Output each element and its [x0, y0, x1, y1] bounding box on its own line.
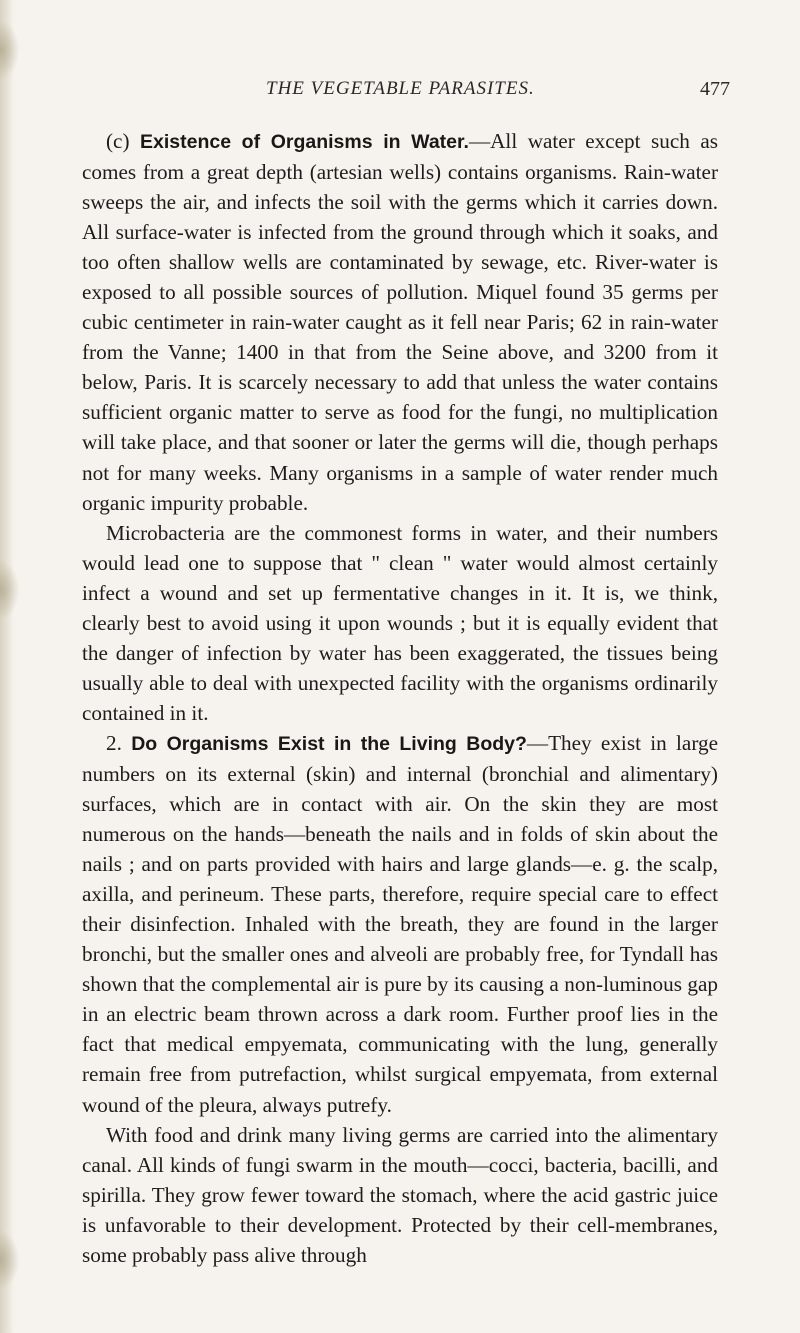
binding-stain [0, 20, 20, 80]
paragraph-food-and-drink [82, 1120, 718, 1270]
page-header [0, 78, 800, 108]
paragraph-lead: (c) [106, 129, 141, 153]
body-text [82, 126, 718, 1270]
binding-stain [0, 560, 20, 620]
paragraph-text: —They exist in large numbers on its external (skin) and internal (bronchial and alimentary) surfaces, which are in contact with air. On the skin they are most numerous on the hands—beneath the nails and in folds of skin about the nails ; and on parts provided with hairs and large glands—e. g. the scalp, axilla, and perineum. These parts, therefore, require special care to effect their disinfection. Inhaled with the breath, they are found in the larger bronchi, but the smaller ones and alveoli are probably free, for Tyndall has shown that the complemental air is pure by its causing a non-luminous gap in an electric beam thrown across a dark room. Further proof lies in the fact that medical empyemata, communicating with the lung, generally remain free from putrefaction, whilst surgical empyemata, from external wound of the pleura, always putrefy. [82, 730, 719, 1117]
paragraph-water-organisms [82, 126, 718, 518]
section-heading: Do Organisms Exist in the Living Body? [131, 732, 527, 755]
running-title: THE VEGETABLE PARASITES. [266, 78, 535, 99]
binding-stain [0, 1230, 20, 1290]
page-binding-shadow [0, 0, 14, 1333]
page-number: 477 [700, 78, 730, 100]
paragraph-text: Microbacteria are the commonest forms in water, and their numbers would lead one to suppose that " clean " water would almost certainly infect a wound and set up fermentative changes in it. It is, we think, clearly best to avoid using it upon wounds ; but it is equally evident that the danger of infection by water has been exaggerated, the tissues being usually able to deal with unexpected facility with the organisms ordinarily contained in it. [82, 520, 718, 725]
paragraph-living-body [82, 728, 718, 1120]
paragraph-microbacteria [82, 518, 718, 728]
paragraph-lead: 2. [106, 730, 132, 755]
section-heading: Existence of Organisms in Water. [140, 131, 469, 153]
paragraph-text: —All water except such as comes from a great depth (artesian wells) contains organisms. Rain-water sweeps the air, and infects the soil with the germs which it carries down. All surface-water is infected from the ground through which it soaks, and too often shallow wells are contaminated by sewage, etc. River-water is exposed to all possible sources of pollution. Miquel found 35 germs per cubic centimeter in rain-water caught as it fell near Paris; 62 in rain-water from the Vanne; 1400 in that from the Seine above, and 3200 from it below, Paris. It is scarcely necessary to add that unless the water contains sufficient organic matter to serve as food for the fungi, no multiplication will take place, and that sooner or later the germs will die, though perhaps not for many weeks. Many organisms in a sample of water render much organic impurity probable. [82, 129, 719, 515]
paragraph-text: With food and drink many living germs are carried into the alimentary canal. All kinds of fungi swarm in the mouth—cocci, bacteria, bacilli, and spirilla. They grow fewer toward the stomach, where the acid gastric juice is unfavorable to their development. Protected by their cell-membranes, some probably pass alive through [82, 1122, 718, 1267]
